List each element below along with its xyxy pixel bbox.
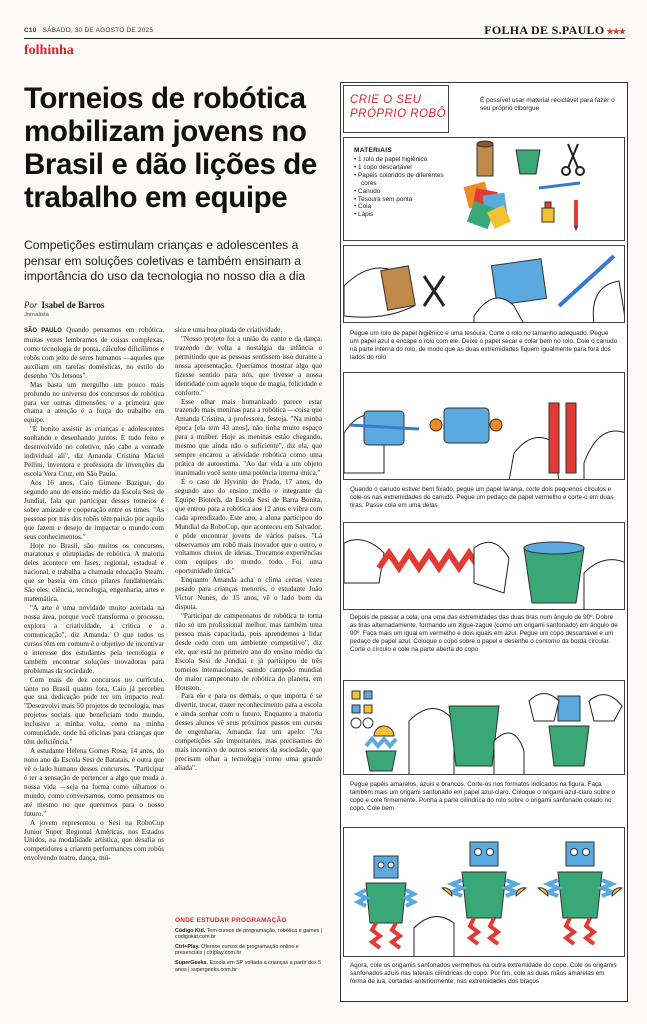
paragraph: "A arte é uma novidade muito acertada na nossa área, porque você transforma o processo, explora a criatividade, a crítica e a comunicação", diz Amanda. O que todos os cursos têm em comum é o objetivo de incentivar o interesse dos estudantes pela tecnologia e também encontrar soluções inovadoras para problemas da sociedade.: [24, 604, 164, 675]
orange-circle: [490, 419, 502, 431]
scissors-icon: [424, 276, 444, 306]
header-rule: [24, 38, 625, 39]
step-3-caption: Depois de passar a cola, una uma das extremidades das duas tiras num ângulo de 90º. Dobre as tiras alternadamente, formando um zigue-zague (como um origami sanfonado) em ângulo de 90º. Faça mais um igual em vermelho e dois iguais em azul. Pegue um copo descartável e um pedaço de papel azul. Coloque o copo sobre o papel e desenhe o contorno da borda circular. Corte o círculo e cole na parte aberta do copo: [350, 614, 618, 653]
article-column-1: [24, 326, 164, 863]
step-5-caption: Agora, cole os origamis sanfonados vermelhos na outra extremidade do copo. Cole os origamis sanfonados azuis nas laterais cilíndricas do copo. Por fim, cole as duas mãos amarelas em forma de lua, cortadas anteriormente, nas extremidades dos braços: [350, 962, 617, 985]
materials-item: • 1 rolo de papel higiênico: [354, 156, 428, 163]
colored-papers-icon: [464, 182, 511, 230]
materials-item: • 1 copo descartável: [354, 163, 412, 171]
step-4-caption: Pegue papéis amarelos, azuis e brancos. Corte-os nos formatos indicados na figura. Faça também mais um origami sanfonado em papel azul-claro. Coloque o origami azul-claro sobre o copo e cole firmemente. Ponha a parte cilíndrica do rolo sobre o origami sanfonado colado no copo. Cole bem: [350, 781, 615, 812]
paragraph: Enquanto Amanda acha o clima certas vezes pesado para crianças menores, o estudante João Victor Nunes, de 15 anos, vê o lado bom da disputa.: [175, 576, 322, 612]
paragraph: "Nosso projeto foi a união do canto e da dança, trazendo de volta a nostalgia da infância e permitindo que as pessoas sentissem isso durante a nossa apresentação. Queríamos mostrar algo que fizesse sentido para nós, que tivesse a nossa identidade com aquele toque de magia, felicidade e conforto.": [175, 334, 322, 397]
infographic-title: CRIE O SEU PRÓPRIO ROBÔ: [350, 94, 447, 120]
dateline: SÃO PAULO: [24, 328, 62, 334]
infographic-intro: É possível usar material reciclável para fazer o seu próprio ciborgue: [480, 97, 615, 113]
paper-shapes: [351, 691, 394, 736]
red-strip: [549, 403, 559, 473]
paragraph: sica e uma boa pitada de criatividade.: [175, 326, 283, 334]
materials-item: • Papéis coloridos de diferentes cores: [354, 171, 444, 187]
materials-item: • Lápis: [354, 211, 374, 219]
paragraph: "Participar de campeonatos de robótica te torna não só um profissional melhor, mas também uma pessoa mais capacitada, pois aprendemos a lidar desde cedo com um ambiente competitivo", diz ele, que está no primeiro ano do ensino médio da Escola Sesi de Jundiaí e já participou de três torneios internacionais, saindo campeão mundial do maior campeonato de robótica do planeta, em Houston.: [175, 612, 322, 692]
cup-icon: [524, 548, 584, 603]
step-5-illustration: [343, 827, 625, 957]
robot-icon: [442, 842, 526, 944]
section-label: folhinha: [24, 43, 74, 58]
subheadline: Competições estimulam crianças e adolescentes a pensar em soluções coletivas e também ensinam a importância do uso da tecnologia no nosso dia a dia: [24, 238, 306, 283]
byline: Por Isabel de Barros: [24, 300, 105, 310]
paragraph: SÃO PAULO Quando pensamos em robótica, muitas vezes lembramos de coisas complexas, como tecnologia de ponta, cálculos dificílimos e robôs com jeito de seres humanos —aqueles que auxiliam em tarefas domésticas, no estilo do desenho "Os Jetsons".: [24, 326, 164, 380]
straw-icon: [539, 183, 580, 188]
cup-icon: [449, 706, 499, 766]
step-2-illustration: [343, 372, 625, 480]
step-2-caption: Quando o canudo estiver bem fixado, pegue um papel laranja, corte dois pequenos círculos e cole-os nas extremidades do canudo. Pegue um pedaço de papel vermelho e corte-o em duas tiras. Passe cola em uma delas: [350, 486, 614, 509]
materials-list: [354, 156, 454, 219]
paragraph: A estudante Helena Gomes Rosa, 14 anos, do nono ano da Escola Sesi de Batatais, é outra que vê o lado humano desses concursos. "Participar é ter a sensação de pertencer a algo que muda a nossa vida —seja na forma como olhamos o mundo, como conversamos, como pensamos ou até mesmo no que queremos para o nosso futuro.": [24, 747, 164, 818]
newspaper-logo: FOLHA DE S.PAULO ★★★: [484, 23, 625, 37]
school-item: Ctrl+Play. Oferece cursos de programação online e presenciais | ctrlplay.com.br: [175, 943, 299, 957]
issue-date: SÁBADO, 30 DE AGOSTO DE 2025: [42, 27, 154, 34]
glue-icon: [542, 202, 554, 222]
author-role: Jornalista: [24, 312, 49, 318]
cup-icon: [516, 150, 540, 174]
paragraph: Esse olhar mais humanizado parece estar trazendo mais meninas para a robótica —coisa que Amanda Cristina, a professora, festeja. "Na minha época [ela tem 43 anos], não tinha muito espaço para a mulher. Hoje as meninas estão chegando, mesmo que ainda não o suficiente", diz ela, que sempre encarou a atividade robótica como uma prática de autoestima. "Ao dar vida a um objeto inanimado você sente uma potência interna única.": [175, 397, 322, 477]
paragraph: Mas basta um mergulho um pouco mais profundo no universo dos concursos de robótica para ver outras dimensões, e a primeira que chama a atenção é a força do trabalho em equipe.: [24, 380, 164, 425]
where-to-study-box: [175, 918, 323, 976]
red-strip: [566, 403, 576, 473]
paragraph: "É bonito assistir às crianças e adolescentes sonhando e desenhando juntos. É tudo feito e desenvolvido no coletivo, não cabe a vontade individual ali", diz Amanda Cristina Maciel Pellini, inventora e professora de invenções da escola Vera Cruz, em São Paulo.: [24, 425, 164, 478]
where-to-study-title: ONDE ESTUDAR PROGRAMAÇÃO: [175, 917, 287, 924]
scissors-icon: [562, 144, 584, 175]
headline: Torneios de robótica mobilizam jovens no Brasil e dão lições de trabalho em equipe: [24, 82, 317, 214]
paragraph: É o caso de Hyvinin do Prado, 17 anos, do segundo ano do ensino médio e integrante da Equipe Biotech, da Escola Sesi de Barra Bonita, que entrou para a robótica aos 12 anos e vibra com cada aprendizado. Este ano, a aluna participou do Mundial da RoboCup, que aconteceu em Salvador, e pôde encontrar jovens de vários países. "Lá observamos um robô mais inovador que o outro, e voltamos cheios de ideias. Trocamos experiências com equipes do mundo todo. Foi uma oportunidade única.": [175, 477, 322, 576]
materials-item: • Tesoura sem ponta: [354, 195, 413, 203]
robot-icon: [358, 856, 414, 948]
red-origami: [379, 553, 479, 568]
school-item: Código Kid. Tem cursos de programação, robótica e games | codigokid.com.br: [175, 927, 323, 941]
toilet-roll-icon: [477, 144, 493, 176]
materials-item: • Cola: [354, 203, 372, 211]
paragraph: A jovem representou o Sesi na RoboCup Junior Super Regional Américas, nos Estados Unidos, na modalidade artística, que desafia os competidores a criarem performances com robôs envolvendo teatro, dança, mú-: [24, 818, 164, 863]
materials-title: MATERIAIS: [354, 147, 392, 154]
paragraph: Hoje no Brasil, são muitos os concursos, maratonas e olimpíadas de robótica. A maioria deles acontece em fases, regional, estadual e nacional, e trabalha a chamada educação Steam, que se baseia em cinco pilares fundamentais. São eles: ciência, tecnologia, engenharia, artes e matemática.: [24, 541, 164, 604]
robot-icon: [538, 842, 622, 944]
paragraph: Para ele e para os demais, o que importa é se divertir, trocar, trazer reconhecimento para a escola e ainda sonhar com o futuro. Enquanto a maioria desses alunos vê seus próximos passos em cursos de engenharia, Amanda faz um apelo: "As competições são importantes, mas precisamos de mais incentivo de outros setores da sociedade, que precisam olhar a tecnologia como uma grande aliada".: [175, 692, 322, 772]
orange-circle: [430, 419, 442, 431]
step-3-illustration: [343, 522, 625, 610]
author-name: Isabel de Barros: [41, 300, 105, 310]
page-number: C10: [24, 27, 37, 34]
school-item: SuperGeeks. Escola em SP voltada a crianças a partir dos 5 anos | supergeeks.com.br: [175, 959, 322, 973]
article-column-2: [175, 326, 322, 773]
step-1-illustration: [343, 245, 625, 323]
materials-item: • Canudo: [354, 187, 381, 195]
step-1-caption: Pegue um rolo de papel higiênico e uma tesoura. Corte o rolo no tamanho adequado. Pegue um papel azul e encape o rolo com ele. Deixe o papel secar e colar bem no rolo. Cole o canudo na parte interna do rolo, de modo que as duas extremidades fiquem igualmente para fora dos lados do rolo: [350, 330, 618, 361]
star-icons: ★★★: [606, 27, 625, 36]
paragraph: Aos 16 anos, Caio Gimene Bazigue, do segundo ano do ensino médio da Escola Sesi de Jundiaí, fala que participar desses torneios é sobre amizade e cooperação entre os times. "As pessoas por trás dos robôs têm paixão por aquilo que fazem e desejo de impactar o mundo com seus conhecimentos.": [24, 478, 164, 541]
step-4-illustration: [343, 680, 625, 775]
page-header-left: [24, 27, 153, 34]
paragraph: Com mais de dez concursos no currículo, tanto no Brasil quanto fora, Caio já percebeu que sua dedicação pode ter um impacto real. "Desenvolvi mais 50 projetos de tecnologia, mas projetos sociais que beneficiam todo mundo, inclusive a minha volta, como na minha comunidade, onde há oficinas para crianças que têm deficiência.": [24, 675, 164, 747]
